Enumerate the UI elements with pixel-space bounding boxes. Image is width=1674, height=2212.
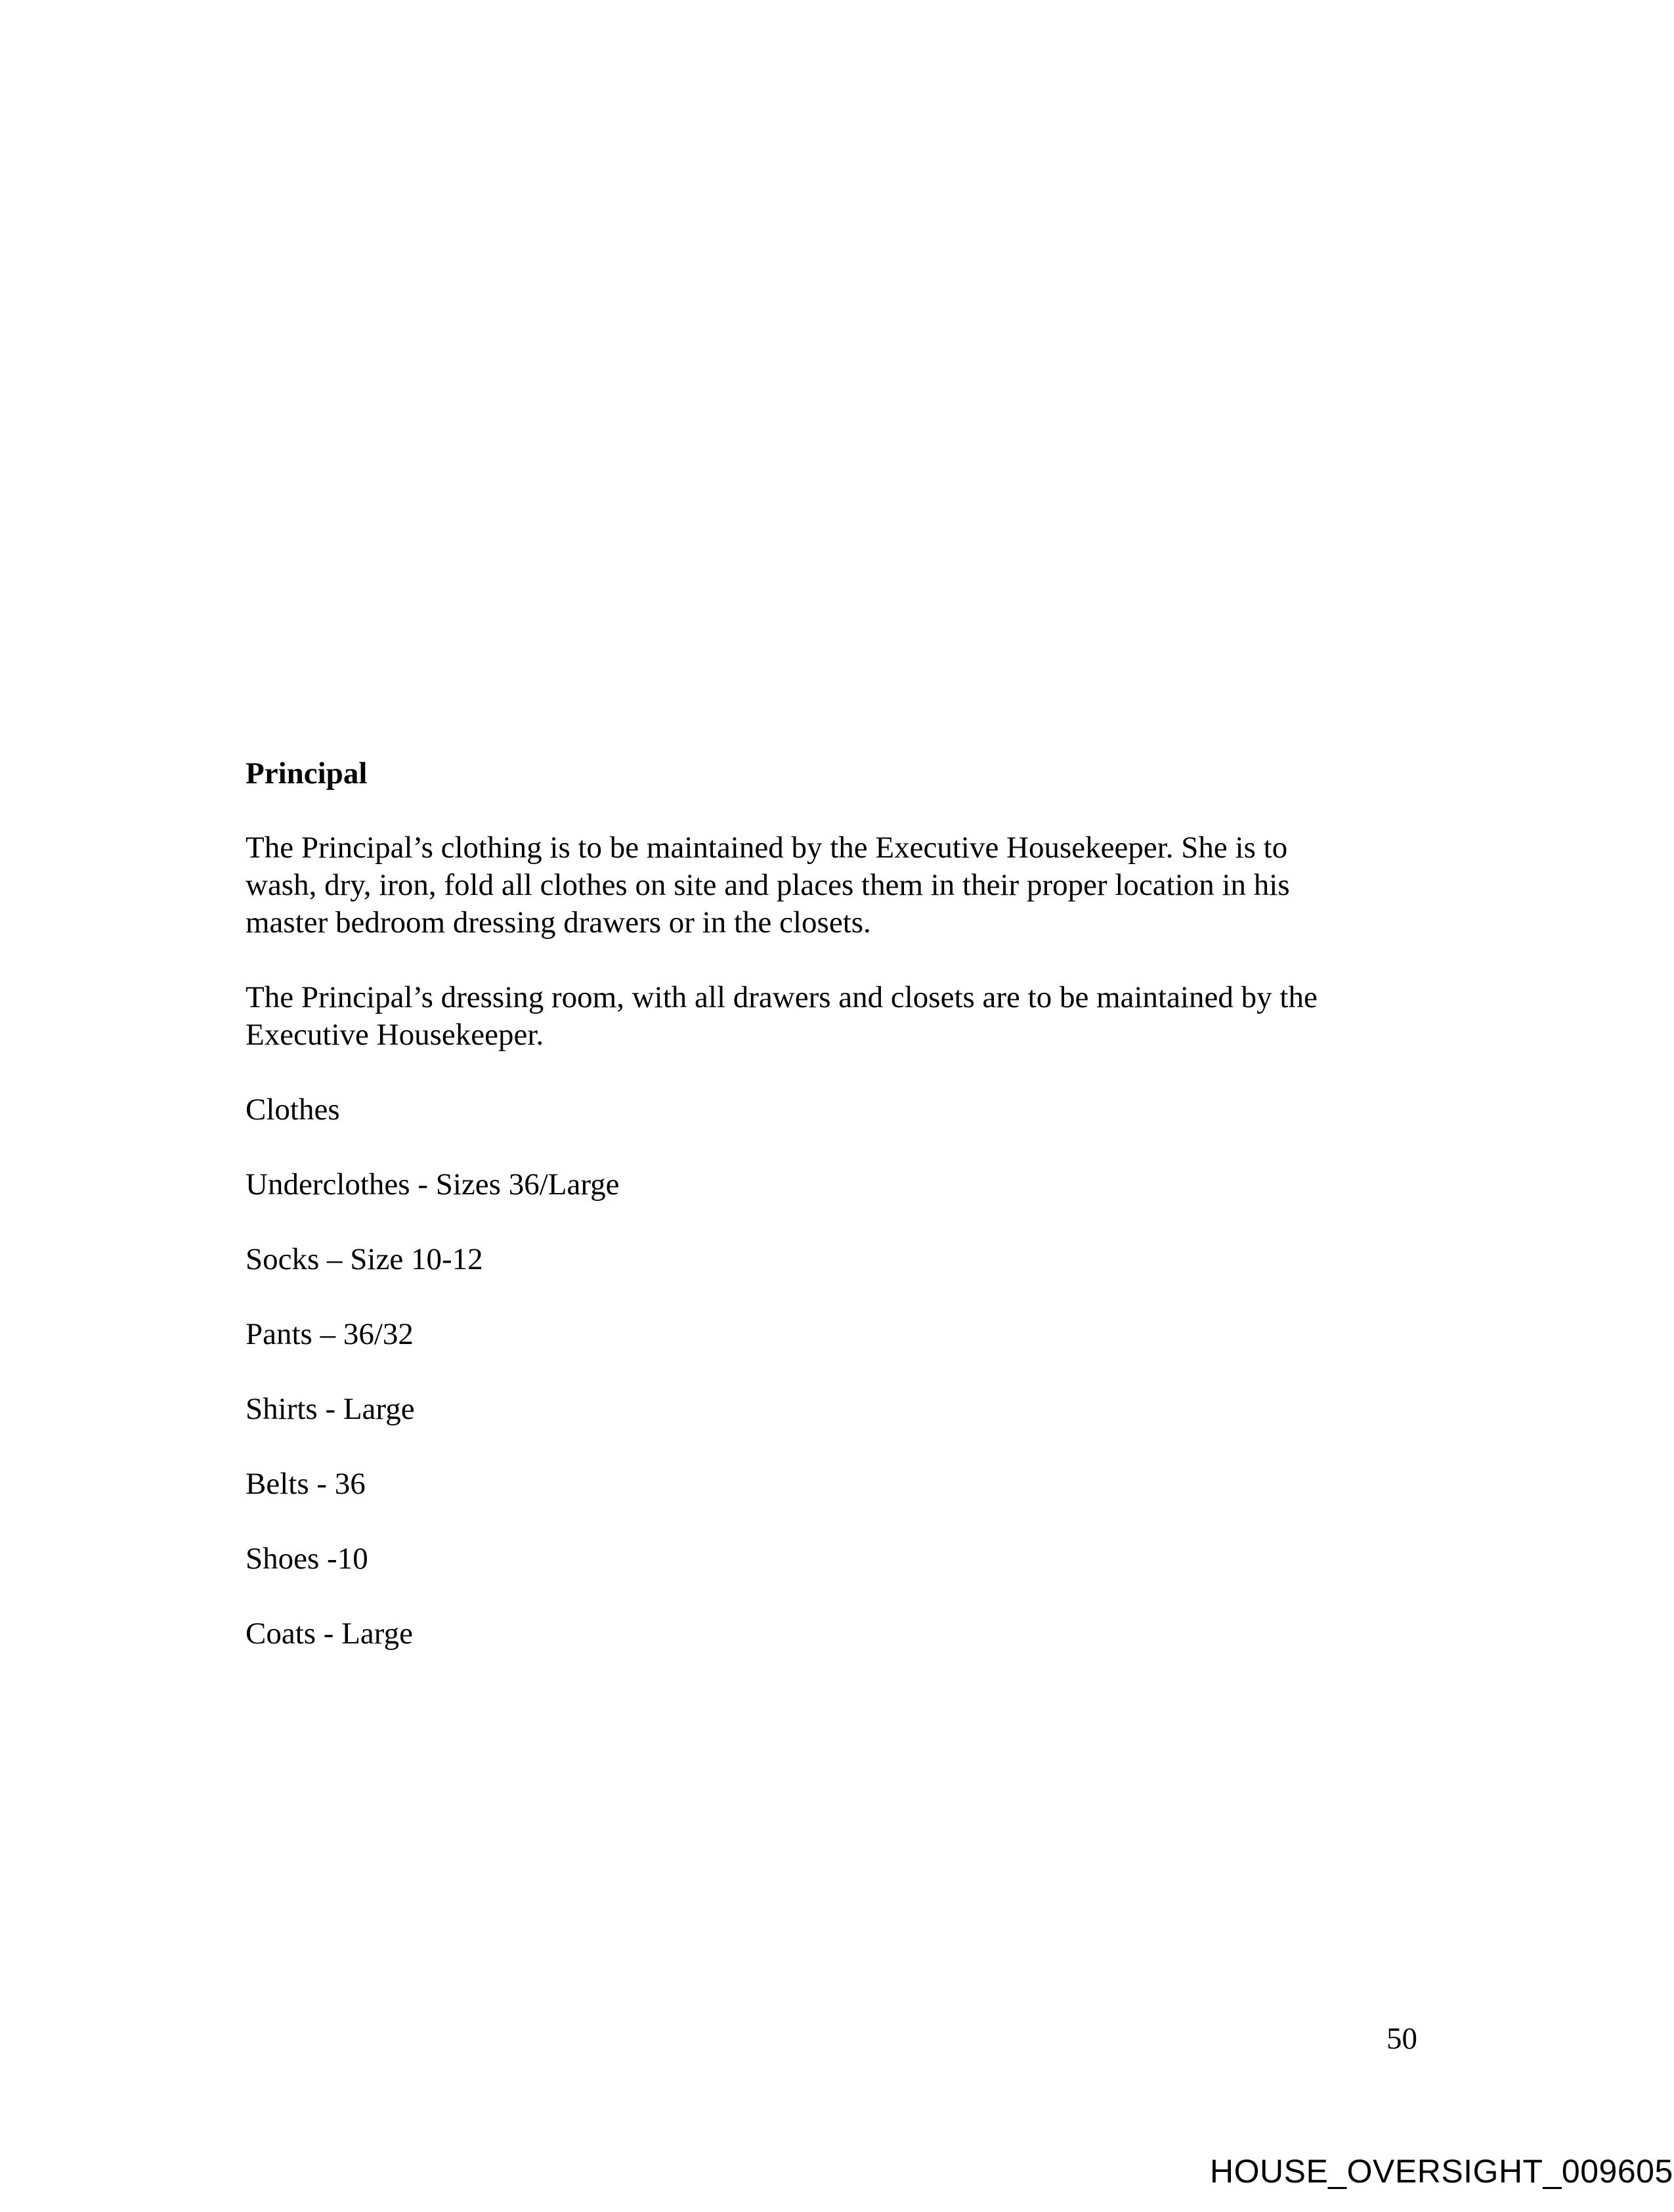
paragraph-line: master bedroom dressing drawers or in the closets. — [246, 905, 871, 940]
page-number: 50 — [1386, 2022, 1417, 2056]
paragraph-clothing — [246, 829, 1427, 942]
list-item: Socks – Size 10-12 — [246, 1242, 483, 1276]
paragraph-dressing-room — [246, 979, 1427, 1054]
list-title: Clothes — [246, 1093, 340, 1127]
paragraph-line: The Principal’s clothing is to be maintained by the Executive Housekeeper. She is to — [246, 831, 1288, 865]
section-heading: Principal — [246, 756, 368, 791]
paragraph-line: wash, dry, iron, fold all clothes on site and places them in their proper location in his — [246, 868, 1290, 902]
paragraph-line: The Principal’s dressing room, with all drawers and closets are to be maintained by the — [246, 980, 1318, 1014]
list-item: Pants – 36/32 — [246, 1317, 414, 1351]
list-item: Underclothes - Sizes 36/Large — [246, 1167, 620, 1202]
paragraph-line: Executive Housekeeper. — [246, 1018, 544, 1052]
list-item: Shirts - Large — [246, 1392, 415, 1426]
list-item: Belts - 36 — [246, 1467, 366, 1501]
document-body — [246, 755, 1427, 1653]
list-item: Coats - Large — [246, 1616, 413, 1651]
bates-number: HOUSE_OVERSIGHT_009605 — [1210, 2153, 1673, 2190]
list-item: Shoes -10 — [246, 1542, 368, 1576]
